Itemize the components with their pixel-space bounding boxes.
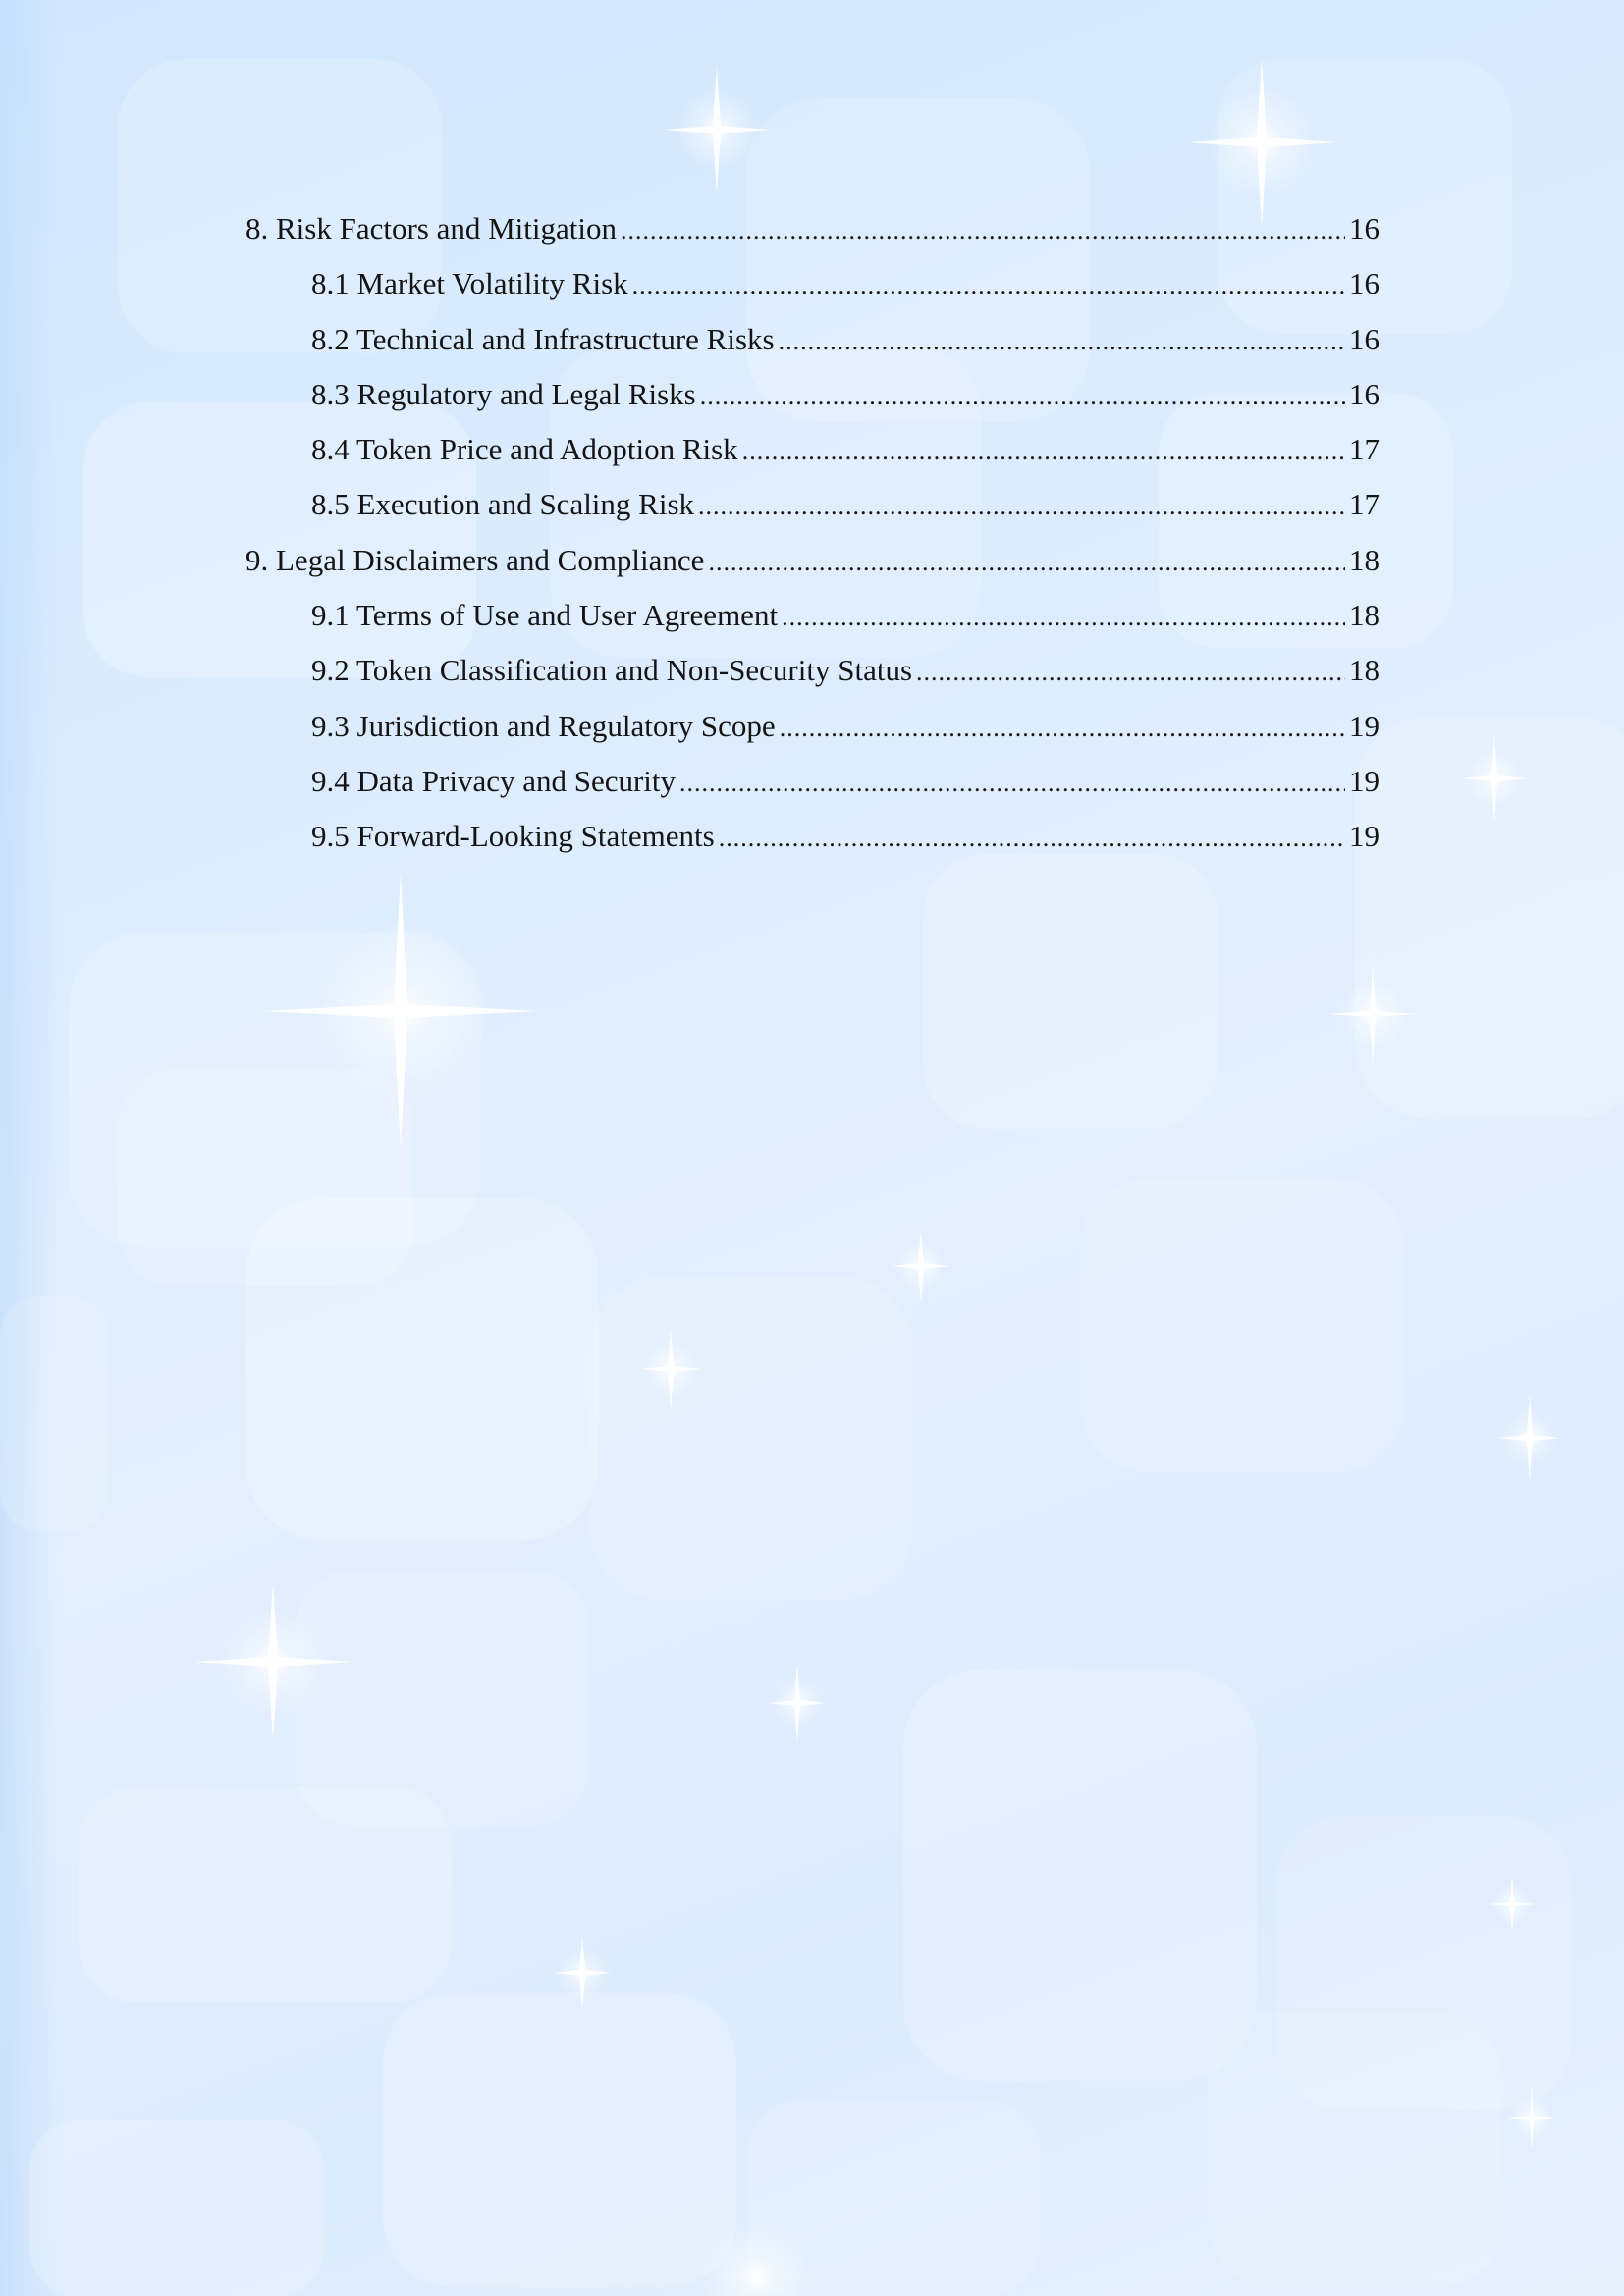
toc-entry-title: 9.3 Jurisdiction and Regulatory Scope	[311, 708, 776, 743]
toc-entry-title: 8.1 Market Volatility Risk	[311, 266, 628, 301]
toc-entry[interactable]	[245, 588, 1380, 643]
toc-entry[interactable]	[245, 201, 1380, 256]
toc-entry-page: 16	[1349, 211, 1380, 245]
toc-entry-title: 8.3 Regulatory and Legal Risks	[311, 376, 696, 411]
toc-dot-leader	[632, 258, 1345, 313]
table-of-contents	[245, 201, 1380, 865]
toc-entry[interactable]	[245, 643, 1380, 698]
toc-entry-page: 18	[1349, 653, 1380, 688]
toc-entry[interactable]	[245, 699, 1380, 754]
toc-entry-page: 19	[1349, 819, 1380, 854]
toc-entry-page: 16	[1349, 321, 1380, 356]
toc-entry[interactable]	[245, 312, 1380, 367]
toc-entry[interactable]	[245, 256, 1380, 311]
toc-dot-leader	[621, 203, 1345, 258]
toc-entry-page: 18	[1349, 542, 1380, 577]
toc-dot-leader	[779, 314, 1345, 369]
toc-entry-page: 19	[1349, 763, 1380, 798]
toc-dot-leader	[780, 701, 1345, 756]
toc-entry-title: 8.5 Execution and Scaling Risk	[311, 487, 695, 522]
toc-entry-title: 9. Legal Disclaimers and Compliance	[245, 542, 705, 577]
toc-entry-page: 17	[1349, 432, 1380, 467]
toc-entry-title: 9.2 Token Classification and Non-Security Status	[311, 653, 913, 688]
toc-dot-leader	[698, 479, 1345, 534]
toc-dot-leader	[782, 590, 1345, 645]
toc-entry-title: 9.1 Terms of Use and User Agreement	[311, 598, 779, 633]
toc-entry-page: 17	[1349, 487, 1380, 522]
toc-entry[interactable]	[245, 422, 1380, 477]
toc-entry[interactable]	[245, 754, 1380, 809]
toc-dot-leader	[708, 535, 1345, 590]
toc-entry-title: 9.5 Forward-Looking Statements	[311, 819, 715, 854]
toc-entry[interactable]	[245, 533, 1380, 588]
toc-dot-leader	[916, 645, 1345, 700]
toc-entry-page: 16	[1349, 266, 1380, 301]
left-edge-shade	[0, 0, 59, 2296]
toc-entry-title: 8.2 Technical and Infrastructure Risks	[311, 321, 775, 356]
toc-entry-title: 8. Risk Factors and Mitigation	[245, 211, 618, 245]
toc-entry-page: 16	[1349, 376, 1380, 411]
toc-dot-leader	[719, 811, 1345, 866]
toc-dot-leader	[700, 369, 1345, 424]
toc-dot-leader	[679, 756, 1345, 811]
toc-entry[interactable]	[245, 477, 1380, 532]
toc-entry-page: 19	[1349, 708, 1380, 743]
toc-dot-leader	[742, 424, 1345, 479]
toc-entry[interactable]	[245, 367, 1380, 422]
toc-entry-title: 8.4 Token Price and Adoption Risk	[311, 432, 738, 467]
toc-entry[interactable]	[245, 809, 1380, 864]
toc-entry-page: 18	[1349, 598, 1380, 633]
toc-entry-title: 9.4 Data Privacy and Security	[311, 763, 677, 798]
